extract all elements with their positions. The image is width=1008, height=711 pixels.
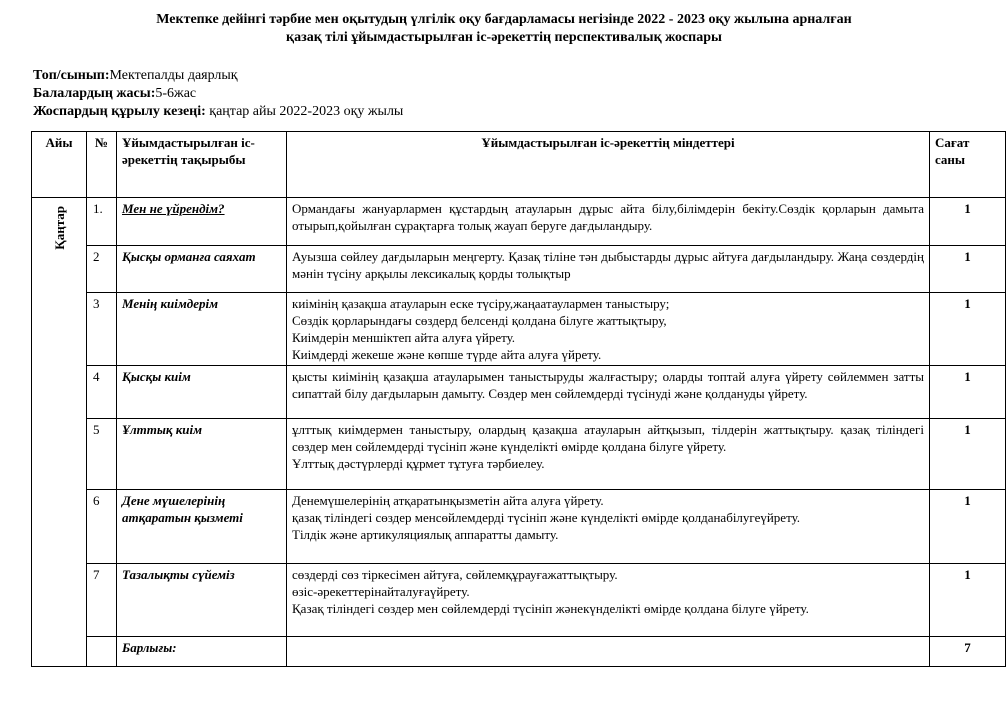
- table-row: [32, 419, 1006, 490]
- row-topic: Мен не үйрендім?: [117, 198, 287, 246]
- row-tasks: [287, 419, 930, 490]
- total-number-cell: [87, 637, 117, 667]
- meta-age-value: 5-6жас: [155, 86, 197, 101]
- task-line: Қазақ тіліндегі сөздер мен сөйлемдерді түсініп жәнекүнделікті өмірде қолдана білуге үйрету.: [292, 601, 809, 616]
- total-row: [32, 637, 1006, 667]
- task-line: киімінің қазақша атауларын еске түсіру,жаңаатаулармен таныстыру;: [292, 296, 670, 311]
- header-topic: Ұйымдастырылған іс-әрекеттің тақырыбы: [117, 132, 287, 198]
- table-row: [32, 198, 1006, 246]
- row-hours: 1: [930, 246, 1006, 293]
- row-tasks: [287, 246, 930, 293]
- row-number: 2: [87, 246, 117, 293]
- task-line: қысты киімінің қазақша атауларымен таныстыруды жалғастыру; оларды топтай алуға үйрету сөйлеммен затты сипаттай білу дағдыларын дамыту. Сөздер мен сөйлемдерді түсінуді және қолдануды үйрету.: [292, 369, 924, 401]
- total-tasks-cell: [287, 637, 930, 667]
- row-topic: Қысқы орманға саяхат: [117, 246, 287, 293]
- row-number: 4: [87, 366, 117, 419]
- document-title-line-2: қазақ тілі ұйымдастырылған іс-әрекеттің перспективалық жоспары: [286, 30, 722, 45]
- header-hours: Сағат саны: [930, 132, 1006, 198]
- table-row: [32, 490, 1006, 564]
- month-cell: [32, 198, 87, 667]
- table-row: [32, 246, 1006, 293]
- row-hours: 1: [930, 198, 1006, 246]
- row-topic: Тазалықты сүйеміз: [117, 564, 287, 637]
- task-line: Ауызша сөйлеу дағдыларын меңгерту. Қазақ тіліне тән дыбыстарды дұрыс айтуға дағдыландыру. Жаңа сөздердің мәнін түсіну арқылы лексикалық қорды толықтыр: [292, 249, 924, 281]
- row-hours: 1: [930, 293, 1006, 366]
- row-topic: Дене мүшелерінің атқаратын қызметі: [117, 490, 287, 564]
- header-number: №: [87, 132, 117, 198]
- row-number: 7: [87, 564, 117, 637]
- meta-age: [33, 85, 196, 103]
- task-line: қазақ тіліндегі сөздер менсөйлемдерді түсініп және күнделікті өмірде қолданабілугеүйрету.: [292, 510, 801, 525]
- meta-period-label: Жоспардың құрылу кезеңі:: [33, 104, 206, 119]
- row-hours: 1: [930, 419, 1006, 490]
- row-tasks: [287, 564, 930, 637]
- table-row: [32, 366, 1006, 419]
- row-tasks: [287, 490, 930, 564]
- row-tasks: [287, 198, 930, 246]
- meta-group: [33, 67, 238, 85]
- task-line: Денемүшелерінің атқаратынқызметін айта алуға үйрету.: [292, 493, 604, 508]
- row-topic: Менің киімдерім: [117, 293, 287, 366]
- header-month: Айы: [32, 132, 87, 198]
- row-hours: 1: [930, 366, 1006, 419]
- row-topic: Ұлттық киім: [117, 419, 287, 490]
- document-title-line-1: Мектепке дейінгі тәрбие мен оқытудың үлгілік оқу бағдарламасы негізінде 2022 - 2023 оқу жылына арналған: [156, 12, 852, 27]
- task-line: Киімдерін меншіктеп айта алуға үйрету.: [292, 330, 516, 345]
- task-line: Тілдік және артикуляциялық аппаратты дамыту.: [292, 527, 559, 542]
- task-line: Ормандағы жануарлармен құстардың атауларын дұрыс айта білу,білімдерін бекіту.Сөздік қорларын дамыта отырып,қойылған сұрақтарға толық жауап беруге дағдыландыру.: [292, 201, 924, 233]
- meta-group-label: Топ/сынып:: [33, 68, 110, 83]
- total-hours: 7: [930, 637, 1006, 667]
- meta-age-label: Балалардың жасы:: [33, 86, 156, 101]
- row-topic: Қысқы киім: [117, 366, 287, 419]
- task-line: сөздерді сөз тіркесімен айтуға, сөйлемқұрауғажаттықтыру.: [292, 567, 618, 582]
- task-line: Ұлттық дәстүрлерді құрмет тұтуға тәрбиелеу.: [292, 456, 545, 471]
- meta-period: [33, 103, 403, 121]
- task-line: өзіс-әрекеттерінайталуғаүйрету.: [292, 584, 470, 599]
- table-row: [32, 293, 1006, 366]
- meta-period-value: қаңтар айы 2022-2023 оқу жылы: [205, 104, 404, 119]
- header-tasks: Ұйымдастырылған іс-әрекеттің міндеттері: [287, 132, 930, 198]
- meta-group-value: Мектепалды даярлық: [109, 68, 238, 83]
- row-number: 5: [87, 419, 117, 490]
- task-line: ұлттық киімдермен таныстыру, олардың қазақша атауларын айтқызып, тілдерін жаттықтыру. қазақ тіліндегі сөздер мен сөйлемдерді түсініп және күнделікті өмірде қолдана білуге үйрету.: [292, 422, 924, 454]
- row-number: 6: [87, 490, 117, 564]
- month-label: Қаңтар: [51, 206, 67, 250]
- row-hours: 1: [930, 564, 1006, 637]
- plan-table: [31, 131, 1006, 667]
- table-row: [32, 564, 1006, 637]
- row-number: 1.: [87, 198, 117, 246]
- total-label: Барлығы:: [117, 637, 287, 667]
- task-line: Киімдерді жекеше және көпше түрде айта алуға үйрету.: [292, 347, 602, 362]
- task-line: Сөздік қорларындағы сөздерд белсенді қолдана білуге жаттықтыру,: [292, 313, 667, 328]
- row-tasks: [287, 293, 930, 366]
- row-number: 3: [87, 293, 117, 366]
- row-tasks: [287, 366, 930, 419]
- row-hours: 1: [930, 490, 1006, 564]
- table-header-row: [32, 132, 1006, 198]
